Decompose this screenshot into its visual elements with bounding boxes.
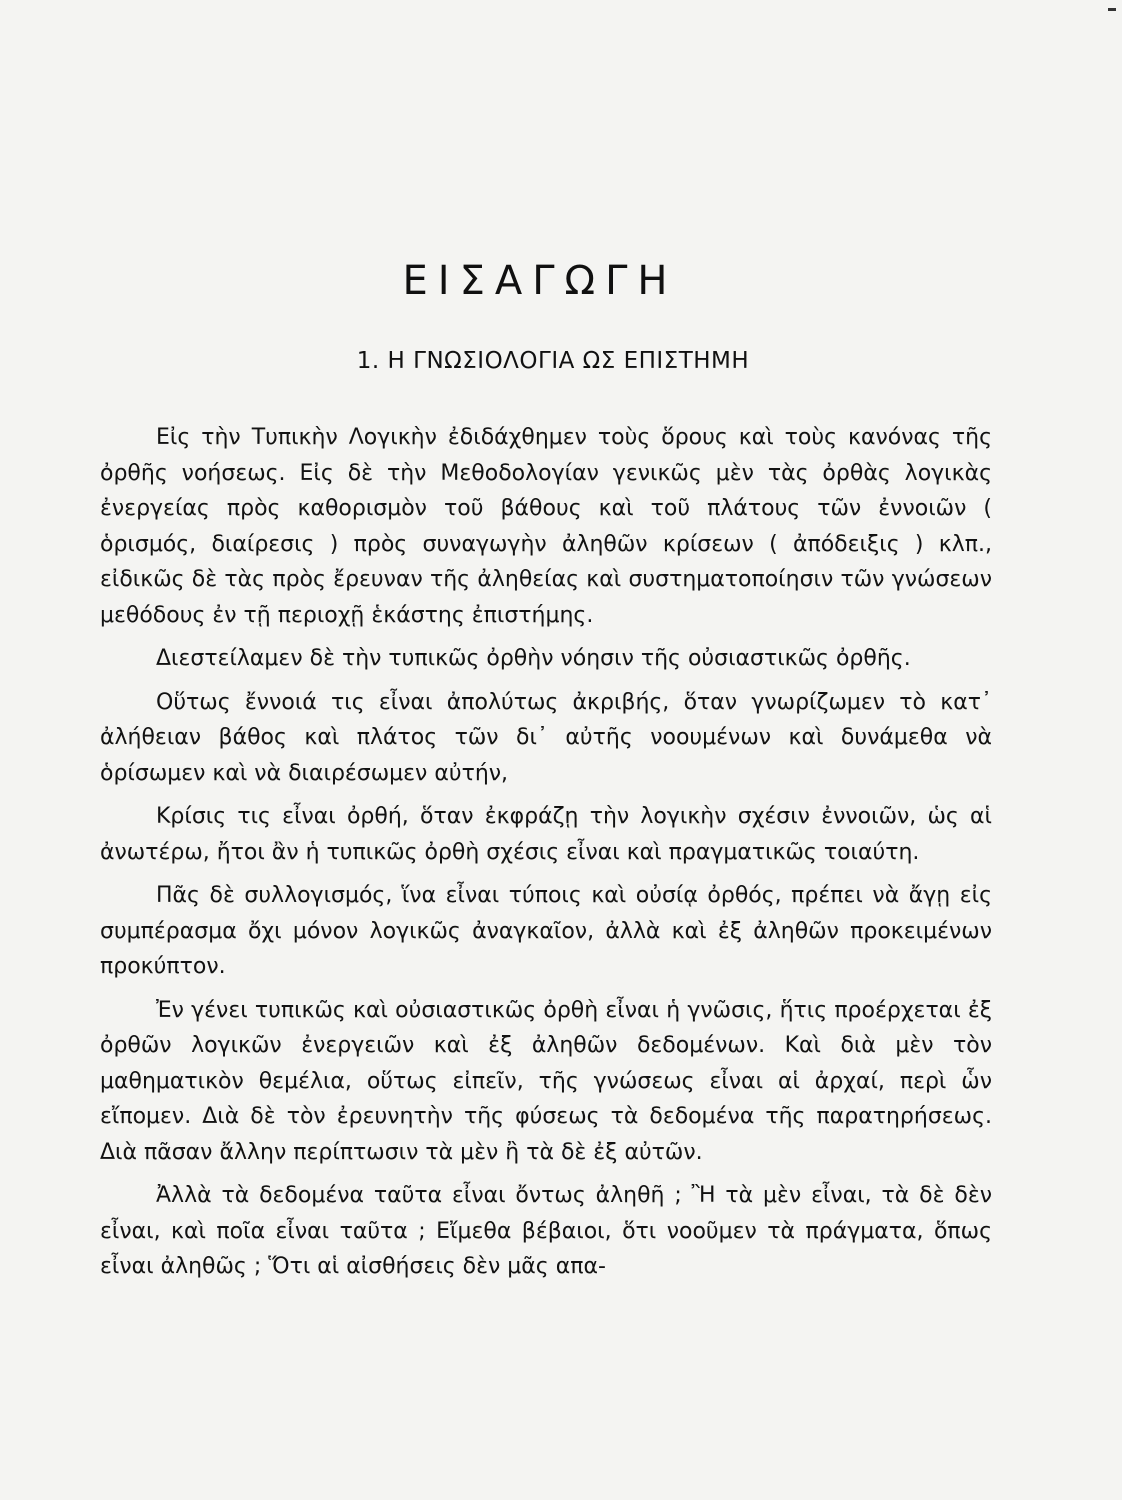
section-heading: 1. Η ΓΝΩΣΙΟΛΟΓΙΑ ΩΣ ΕΠΙΣΤΗΜΗ bbox=[356, 348, 750, 374]
paragraph-4: Κρίσις τις εἶναι ὀρθή, ὅταν ἐκφράζῃ τὴν λογικὴν σχέσιν ἐννοιῶν, ὡς αἱ ἀνωτέρω, ἤτοι ἂν ἡ τυπικῶς ὀρθὴ σχέσις εἶναι καὶ πραγματικῶς τοιαύτη. bbox=[100, 804, 992, 865]
paragraph-1: Εἰς τὴν Τυπικὴν Λογικὴν ἐδιδάχθημεν τοὺς ὅρους καὶ τοὺς κανόνας τῆς ὀρθῆς νοήσεως. Εἰς δὲ τὴν Μεθοδολογίαν γενικῶς μὲν τὰς ὀρθὰς λογικὰς ἐνεργείας πρὸς καθορισμὸν τοῦ βάθους καὶ τοῦ πλάτους τῶν ἐννοιῶν ( ὁρισμός, διαίρεσις ) πρὸς συναγωγὴν ἀληθῶν κρίσεων ( ἀπόδειξις ) κλπ., εἰδικῶς δὲ τὰς πρὸς ἔρευναν τῆς ἀληθείας καὶ συστηματοποίησιν τῶν γνώσεων μεθόδους ἐν τῇ περιοχῇ ἑκάστης ἐπιστήμης. bbox=[100, 425, 992, 628]
paragraph-2: Διεστείλαμεν δὲ τὴν τυπικῶς ὀρθὴν νόησιν τῆς οὐσιαστικῶς ὀρθῆς. bbox=[156, 646, 911, 671]
scan-corner-mark bbox=[1108, 8, 1116, 11]
body-text bbox=[100, 420, 992, 1293]
paragraph-7: Ἀλλὰ τὰ δεδομένα ταῦτα εἶναι ὄντως ἀληθῆ ; Ἢ τὰ μὲν εἶναι, τὰ δὲ δὲν εἶναι, καὶ ποῖα εἶναι ταῦτα ; Εἴμεθα βέβαιοι, ὅτι νοοῦμεν τὰ πράγματα, ὅπως εἶναι ἀληθῶς ; Ὅτι αἱ αἰσθήσεις δὲν μᾶς απα- bbox=[100, 1183, 992, 1279]
paragraph-3: Οὕτως ἔννοιά τις εἶναι ἀπολύτως ἀκριβής, ὅταν γνωρίζωμεν τὸ κατ᾽ ἀλήθειαν βάθος καὶ πλάτος τῶν δι᾽ αὐτῆς νοουμένων καὶ δυνάμεθα νὰ ὁρίσωμεν καὶ νὰ διαιρέσωμεν αὐτήν, bbox=[100, 689, 992, 786]
paragraph-5: Πᾶς δὲ συλλογισμός, ἵνα εἶναι τύποις καὶ οὐσίᾳ ὀρθός, πρέπει νὰ ἄγῃ εἰς συμπέρασμα ὄχι μόνον λογικῶς ἀναγκαῖον, ἀλλὰ καὶ ἐξ ἀληθῶν προκειμένων προκύπτον. bbox=[100, 883, 992, 979]
paragraph-6: Ἐν γένει τυπικῶς καὶ οὐσιαστικῶς ὀρθὴ εἶναι ἡ γνῶσις, ἥτις προέρχεται ἐξ ὀρθῶν λογικῶν ἐνεργειῶν καὶ ἐξ ἀληθῶν δεδομένων. Καὶ διὰ μὲν τὸν μαθηματικὸν θεμέλια, οὕτως εἰπεῖν, τῆς γνώσεως εἶναι αἱ ἀρχαί, περὶ ὧν εἴπομεν. Διὰ δὲ τὸν ἐρευνητὴν τῆς φύσεως τὰ δεδομένα τῆς παρατηρήσεως. Διὰ πᾶσαν ἄλλην περίπτωσιν τὰ μὲν ἢ τὰ δὲ ἐξ αὐτῶν. bbox=[100, 997, 992, 1165]
page-title: ΕΙΣΑΓΩΓΗ bbox=[402, 258, 678, 304]
